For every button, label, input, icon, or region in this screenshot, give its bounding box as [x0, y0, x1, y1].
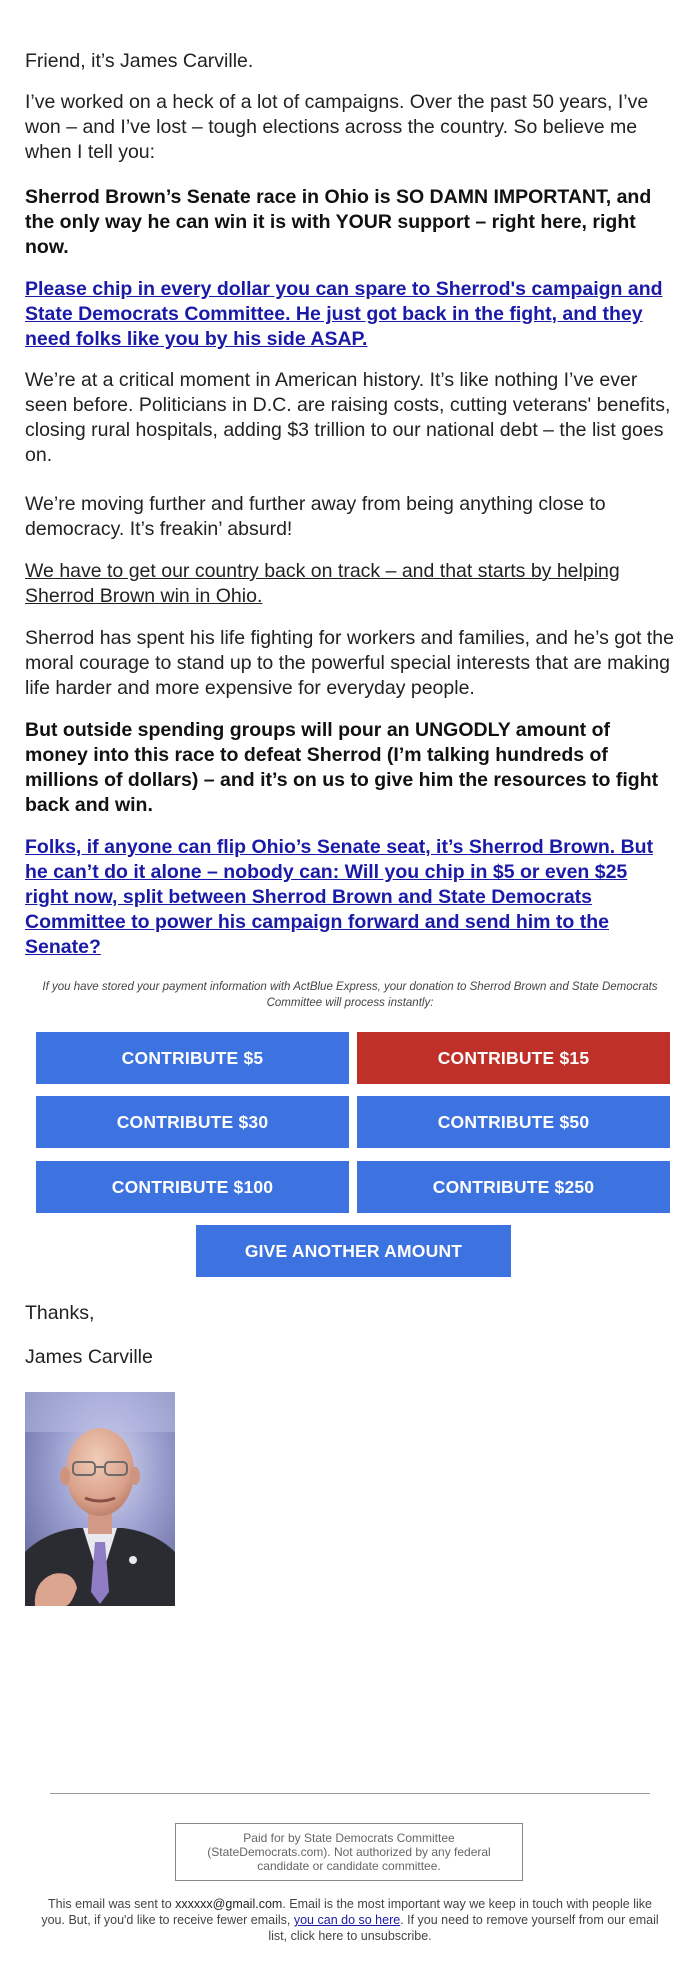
- fewer-emails-link[interactable]: you can do so here: [293, 1913, 401, 1927]
- actblue-express-note: If you have stored your payment information with ActBlue Express, your donation to Sherrod Brown and State Democrats Committee will process instantly:: [42, 981, 658, 1009]
- closing-signature: James Carville: [25, 1346, 153, 1368]
- flip-ohio-link[interactable]: Folks, if anyone can flip Ohio’s Senate seat, it’s Sherrod Brown. But he can’t do it alone – nobody can: Will you chip in $5 or even $25 right now, split between Sherrod Brown and State Democrats Committee to power his campaign forward and send him to the Senate?: [25, 836, 654, 958]
- closing-thanks: Thanks,: [25, 1302, 95, 1324]
- contribute-100-button[interactable]: CONTRIBUTE $100: [36, 1161, 349, 1213]
- contribute-5-button[interactable]: CONTRIBUTE $5: [36, 1032, 349, 1084]
- greeting: Friend, it’s James Carville.: [25, 50, 254, 72]
- footer-sent-suffix: . If you need to remove yourself from our email list, click here to unsubscribe.: [268, 1913, 659, 1943]
- footer-sent-prefix: This email was sent to: [48, 1897, 176, 1911]
- paragraph-outside-spending: But outside spending groups will pour an UNGODLY amount of money into this race to defeat Sherrod (I’m talking hundreds of millions of dollars) – and it’s on us to give him the resources to fight back and win.: [25, 719, 659, 816]
- give-another-amount-button[interactable]: GIVE ANOTHER AMOUNT: [196, 1225, 511, 1277]
- portrait-illustration: [25, 1392, 175, 1606]
- contribute-30-button[interactable]: CONTRIBUTE $30: [36, 1096, 349, 1148]
- paragraph-senate-race: Sherrod Brown’s Senate race in Ohio is SO DAMN IMPORTANT, and the only way he can win it is with YOUR support – right here, right now.: [25, 186, 652, 258]
- james-carville-photo: [25, 1392, 175, 1606]
- chip-in-link[interactable]: Please chip in every dollar you can spare to Sherrod's campaign and State Democrats Committee. He just got back in the fight, and they need folks like you by his side ASAP.: [25, 278, 663, 350]
- footer-divider: [50, 1793, 650, 1794]
- paid-for-disclaimer: [175, 1823, 523, 1881]
- footer-sent-middle: . Email is the most important way we keep in touch with people like you. But, if you'd like to receive fewer emails,: [41, 1897, 652, 1927]
- paragraph-back-on-track: We have to get our country back on track – and that starts by helping Sherrod Brown win in Ohio.: [25, 560, 620, 607]
- paragraph-sherrod-fighting: Sherrod has spent his life fighting for workers and families, and he’s got the moral courage to stand up to the powerful special interests that are making life harder and more expensive for everyday people.: [25, 627, 674, 699]
- paragraph-campaigns: I’ve worked on a heck of a lot of campaigns. Over the past 50 years, I’ve won – and I’ve lost – tough elections across the country. So believe me when I tell you:: [25, 91, 649, 163]
- footer-notice: [40, 1896, 660, 1944]
- paragraph-critical-moment: We’re at a critical moment in American history. It’s like nothing I’ve ever seen before. Politicians in D.C. are raising costs, cutting veterans' benefits, closing rural hospitals, adding $3 trillion to our national debt – the list goes on.: [25, 369, 671, 466]
- paragraph-democracy: We’re moving further and further away from being anything close to democracy. It’s freakin’ absurd!: [25, 493, 606, 540]
- paid-for-text: Paid for by State Democrats Committee (StateDemocrats.com). Not authorized by any federal candidate or candidate committee.: [207, 1831, 491, 1873]
- contribute-250-button[interactable]: CONTRIBUTE $250: [357, 1161, 670, 1213]
- contribute-50-button[interactable]: CONTRIBUTE $50: [357, 1096, 670, 1148]
- recipient-email: xxxxxx@gmail.com: [175, 1897, 283, 1911]
- contribute-15-button[interactable]: CONTRIBUTE $15: [357, 1032, 670, 1084]
